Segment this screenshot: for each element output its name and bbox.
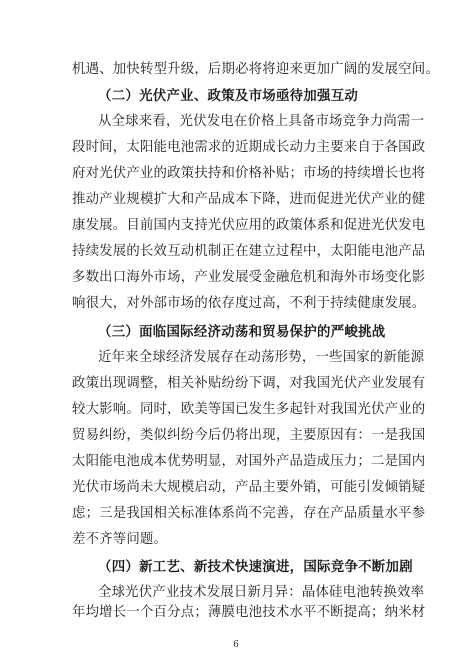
body-text-line: 较大影响。同时，欧美等国已发生多起针对我国光伏产业的 [72,402,426,417]
section-heading-3: （三）面临国际经济动荡和贸易保护的严峻挑战 [98,324,386,340]
body-text-line: 多数出口海外市场，产业发展受金融危机和海外市场变化影 [72,270,426,285]
body-text-line: 虑；三是我国相关标准体系尚不完善，存在产品质量水平参 [72,506,426,521]
body-text-line: 差不齐等问题。 [72,532,168,547]
body-text-line: 持续发展的长效互动机制正在建立过程中，太阳能电池产品 [72,244,426,259]
body-text-line: 府对光伏产业的政策扶持和价格补贴；市场的持续增长也将 [72,166,426,181]
section-heading-4: （四）新工艺、新技术快速演进，国际竞争不断加剧 [98,559,413,575]
body-text-line: 康发展。目前国内支持光伏应用的政策体系和促进光伏发电 [72,218,426,233]
section-heading-2: （二）光伏产业、政策及市场亟待加强互动 [98,88,359,104]
body-text-line: 响很大，对外部市场的依存度过高，不利于持续健康发展。 [72,296,426,311]
body-text-line: 近年来全球经济发展存在动荡形势，一些国家的新能源 [98,350,425,365]
body-text-line: 政策出现调整，相关补贴纷纷下调，对我国光伏产业发展有 [72,376,426,391]
body-text-line: 段时间，太阳能电池需求的近期成长动力主要来自于各国政 [72,140,426,155]
body-text-line: 贸易纠纷，类似纠纷今后仍将出现，主要原因有：一是我国 [72,428,426,443]
body-text-line: 机遇、加快转型升级，后期必将将迎来更加广阔的发展空间。 [72,62,439,77]
page-number: 6 [233,640,239,650]
body-text-line: 太阳能电池成本优势明显，对国外产品造成压力；二是国内 [72,454,426,469]
body-text-line: 从全球来看，光伏发电在价格上具备市场竞争力尚需一 [98,114,425,129]
body-text-line: 年均增长一个百分点；薄膜电池技术水平不断提高；纳米材 [72,605,426,620]
body-text-line: 光伏市场尚未大规模启动，产品主要外销，可能引发倾销疑 [72,480,426,495]
body-text-line: 推动产业规模扩大和产品成本下降，进而促进光伏产业的健 [72,192,426,207]
body-text-line: 全球光伏产业技术发展日新月异：晶体硅电池转换效率 [98,585,425,600]
